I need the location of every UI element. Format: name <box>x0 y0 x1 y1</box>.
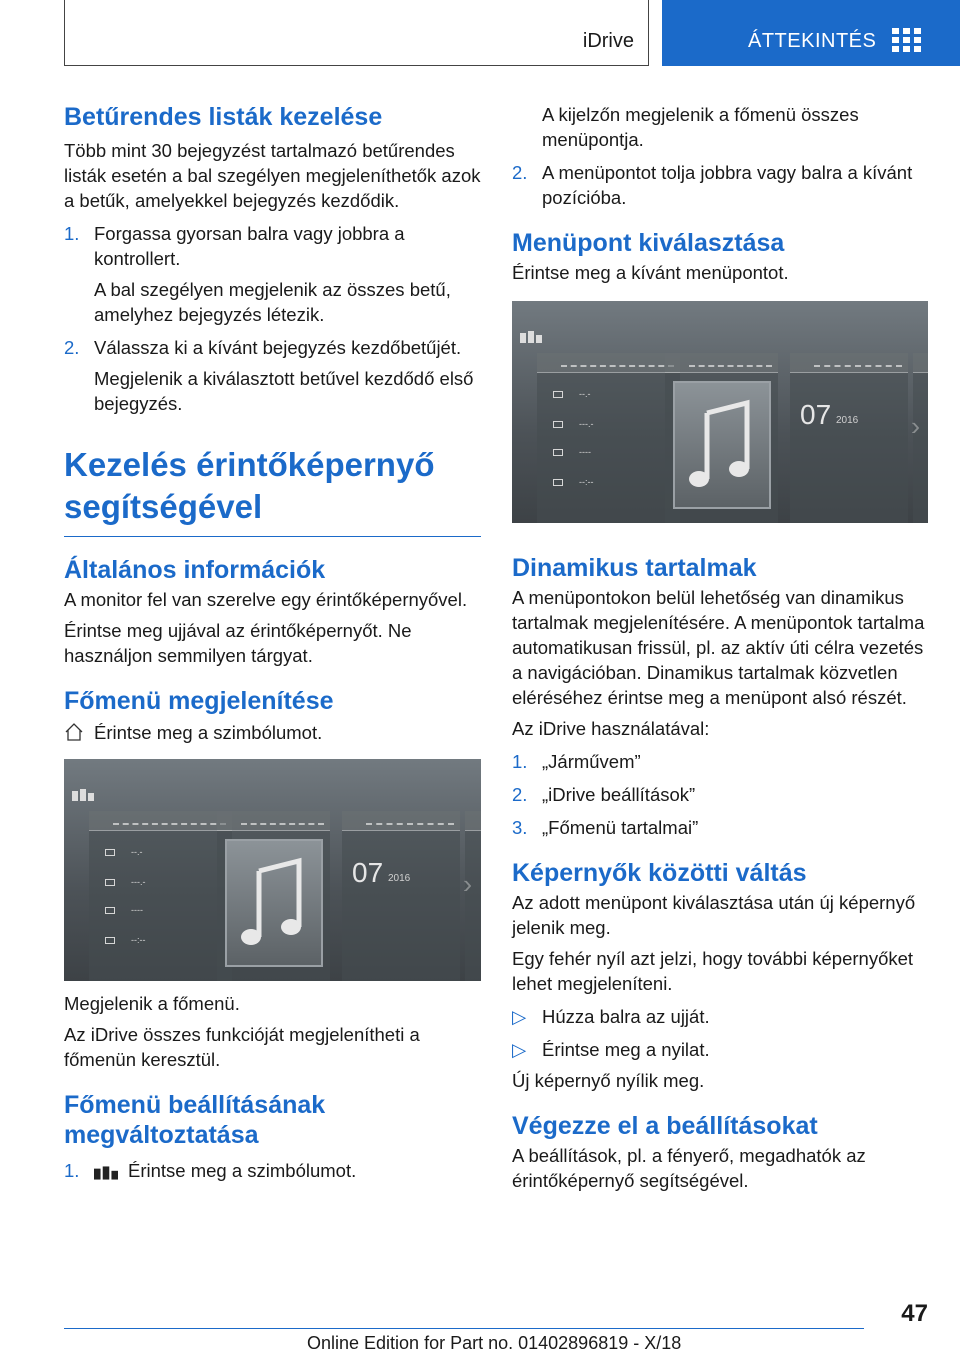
tile-media <box>665 353 778 523</box>
heading-dynamic-content: Dinamikus tartalmak <box>512 554 757 582</box>
list-item <box>64 221 481 271</box>
step-text: A menüpontot tolja jobbra vagy balra a kívánt pozícióba. <box>542 162 913 208</box>
menu-path: „Járművem” <box>542 751 641 772</box>
header-section-box <box>662 0 960 66</box>
para-main-menu-shown: Megjelenik a főmenü. <box>64 993 240 1014</box>
menu-path: „Főmenü tartalmai” <box>542 817 699 838</box>
tile-media <box>217 811 330 981</box>
para-switch-1: Az adott menüpont kiválasztása után új képernyő jelenik meg. <box>512 892 916 938</box>
screen-year: 2016 <box>836 415 859 426</box>
header-chapter: iDrive <box>582 30 634 52</box>
page-header <box>0 0 960 66</box>
tile-partial <box>913 353 928 523</box>
tile-phone <box>790 353 908 523</box>
bullet-arrow-icon: ▷ <box>512 1039 527 1060</box>
header-chapter-box <box>64 0 649 66</box>
heading-touchscreen: Kezelés érintőképernyő segítségével <box>64 446 435 525</box>
para-dynamic-content: A menüpontokon belül lehetőség van dinamikus tartalmak megjelenítésére. A menüpontok tartalma automatikusan frissül, pl. az aktív úti célra vezetés a navigációban. Dinamikus tartalmak közvetlen eléréséhez érintse meg a menüpont alsó részét. <box>512 587 925 708</box>
left-column <box>64 100 481 1183</box>
list-item <box>512 1004 928 1029</box>
heading-show-main-menu: Főmenü megjelenítése <box>64 687 334 715</box>
step-number: 2. <box>512 784 528 805</box>
heading-switch-screens: Képernyők közötti váltás <box>512 859 807 887</box>
step-text: Válassza ki a kívánt bejegyzés kezdőbetűjét. <box>94 337 462 358</box>
home-icon <box>64 722 84 742</box>
list-item <box>512 160 928 210</box>
list-item <box>64 1158 481 1183</box>
tile-partial <box>465 811 481 981</box>
step-result: Megjelenik a kiválasztott betűvel kezdődő első bejegyzés. <box>94 368 474 414</box>
list-item <box>512 749 928 774</box>
step-number: 1. <box>64 1160 80 1181</box>
para-switch-2: Egy fehér nyíl azt jelzi, hogy további képernyőket lehet megjeleníteni. <box>512 948 914 994</box>
step-number: 3. <box>512 817 528 838</box>
list-item <box>64 335 481 360</box>
music-note-icon <box>225 839 323 967</box>
home-instruction: Érintse meg a szimbólumot. <box>94 722 323 743</box>
menu-path: „iDrive beállítások” <box>542 784 696 805</box>
music-note-icon <box>673 381 771 509</box>
section-divider <box>64 536 481 537</box>
heading-alphabetical-lists: Betűrendes listák kezelése <box>64 103 383 131</box>
step-number: 2. <box>64 337 80 358</box>
list-item <box>512 782 928 807</box>
bullet-text: Érintse meg a nyilat. <box>542 1039 710 1060</box>
para-general-1: A monitor fel van szerelve egy érintőképernyővel. <box>64 589 468 610</box>
para-alphabetical: Több mint 30 bejegyzést tartalmazó betűrendes listák esetén a bal szegélyen megjeleníthetők azok a betűk, amelyekkel bejegyzés kezdődik. <box>64 140 481 211</box>
list-item <box>512 815 928 840</box>
footer-divider <box>64 1328 864 1329</box>
step-result: A kijelzőn megjelenik a főmenü összes menüpontja. <box>542 104 859 150</box>
para-via-idrive: Az iDrive használatával: <box>512 718 710 739</box>
main-menu-screenshot <box>64 759 481 981</box>
bullet-arrow-icon: ▷ <box>512 1006 527 1027</box>
tile-vehicle: --.- ---.- ---- --:-- <box>537 353 680 523</box>
tile-phone <box>342 811 460 981</box>
menu-settings-icon <box>94 1166 118 1180</box>
step-number: 1. <box>512 751 528 772</box>
page-number: 47 <box>901 1300 928 1327</box>
para-select-menu-item: Érintse meg a kívánt menüpontot. <box>512 262 789 283</box>
para-general-2: Érintse meg ujjával az érintőképernyőt. Ne használjon semmilyen tárgyat. <box>64 620 412 666</box>
menu-item-screenshot <box>512 301 928 523</box>
screen-year: 2016 <box>388 873 411 884</box>
grid-icon <box>892 28 922 52</box>
heading-general-info: Általános információk <box>64 556 326 584</box>
footer-edition: Online Edition for Part no. 01402896819 - X/18 <box>307 1333 682 1353</box>
para-home-symbol <box>64 720 481 745</box>
right-column <box>512 100 928 1193</box>
para-all-functions: Az iDrive összes funkcióját megjelenítheti a főmenün keresztül. <box>64 1024 420 1070</box>
para-make-settings: A beállítások, pl. a fényerő, megadhatók az érintőképernyő segítségével. <box>512 1145 866 1191</box>
heading-make-settings: Végezze el a beállításokat <box>512 1112 818 1140</box>
bullet-text: Húzza balra az ujját. <box>542 1006 710 1027</box>
menu-settings-icon <box>72 789 94 801</box>
heading-select-menu-item: Menüpont kiválasztása <box>512 229 785 257</box>
heading-change-main-menu: Főmenü beállításának megváltoztatása <box>64 1091 326 1149</box>
header-section: ÁTTEKINTÉS <box>748 30 877 52</box>
screen-date: 07 <box>352 857 384 888</box>
step-text: Forgassa gyorsan balra vagy jobbra a kontrollert. <box>94 223 405 269</box>
para-new-screen: Új képernyő nyílik meg. <box>512 1070 705 1091</box>
step-number: 1. <box>64 223 80 244</box>
step-text: Érintse meg a szimbólumot. <box>128 1160 357 1181</box>
step-result: A bal szegélyen megjelenik az összes betű, amelyhez bejegyzés létezik. <box>94 279 451 325</box>
screen-date: 07 <box>800 399 832 430</box>
menu-settings-icon <box>520 331 542 343</box>
step-number: 2. <box>512 162 528 183</box>
list-item <box>512 1037 928 1062</box>
tile-vehicle: --.- ---.- ---- --:-- <box>89 811 232 981</box>
